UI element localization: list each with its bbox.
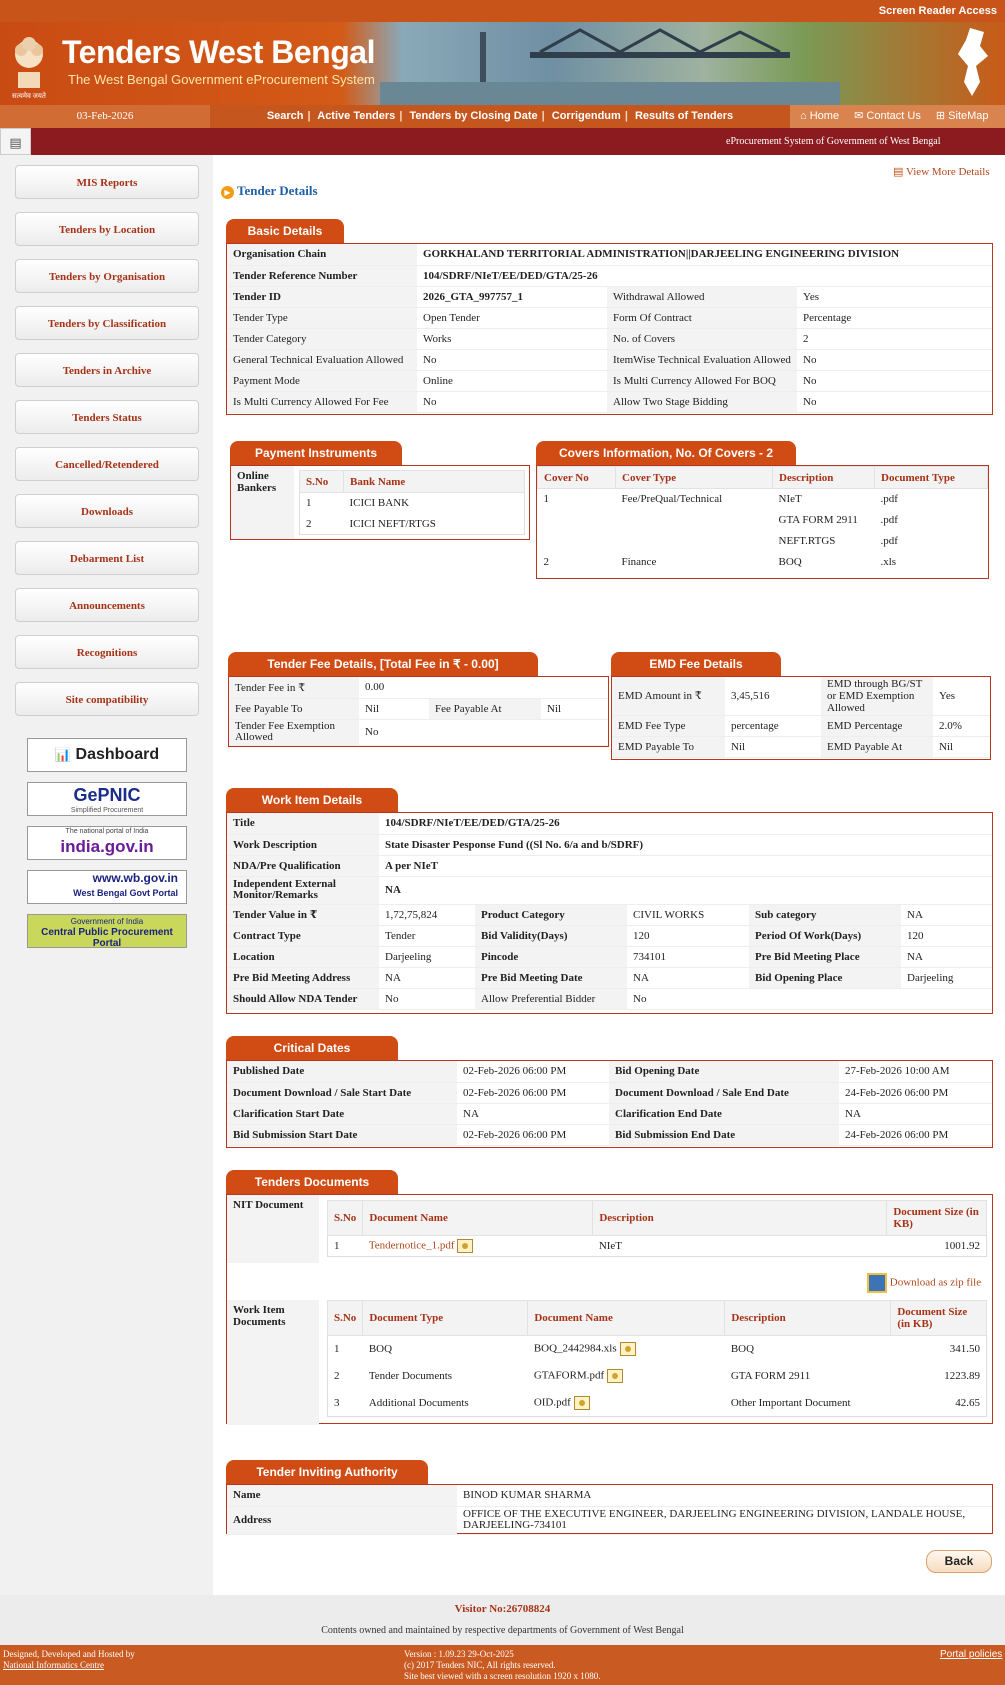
- nit-documents-table: S.No Document Name Description Document Size (in KB) 1 Tendernotice_1.pdf NIeT 1001.92: [327, 1200, 987, 1257]
- tender-fee-tab: Tender Fee Details, [Total Fee in ₹ - 0.00]: [228, 652, 538, 676]
- sidebar-item-tenders-by-organisation[interactable]: Tenders by Organisation: [15, 259, 199, 293]
- india-gov-logo[interactable]: The national portal of India india.gov.in: [27, 826, 187, 860]
- footer-bar: [0, 1645, 1005, 1685]
- table-row: 1 ICICI BANK: [306, 497, 410, 510]
- tender-fee-box: [228, 676, 609, 747]
- sidebar-item-mis-reports[interactable]: MIS Reports: [15, 165, 199, 199]
- work-item-box: [226, 812, 993, 1014]
- designed-by: Designed, Developed and Hosted by: [3, 1649, 135, 1659]
- table-row: NEFT.RTGS .pdf: [778, 535, 898, 547]
- tenders-documents-box: [226, 1194, 993, 1424]
- authority-table: Name BINOD KUMAR SHARMA Address OFFICE OF THE EXECUTIVE ENGINEER, DARJEELING ENGINEERING DIVISION, LANDALE HOUSE, DARJEELING-734101: [227, 1485, 992, 1535]
- resolution-text: Site best viewed with a screen resolution 1920 x 1080.: [404, 1671, 601, 1681]
- sidebar-item-downloads[interactable]: Downloads: [15, 494, 199, 528]
- basic-details-tab: Basic Details: [226, 219, 344, 243]
- home-icon: ⌂: [800, 110, 807, 122]
- document-icon[interactable]: ▤: [0, 128, 31, 155]
- sidebar-item-tenders-by-classification[interactable]: Tenders by Classification: [15, 306, 199, 340]
- payment-instruments-tab: Payment Instruments: [230, 441, 402, 465]
- online-bankers-label: Online Bankers: [231, 466, 294, 539]
- emd-fee-box: [611, 676, 991, 760]
- details-icon: ▤: [893, 166, 904, 178]
- table-row: 1 Fee/PreQual/Technical NIeT .pdf: [543, 493, 898, 506]
- table-row: 1 BOQ BOQ_2442984.xls BOQ 341.50: [334, 1342, 980, 1356]
- sidebar: [0, 155, 213, 1595]
- cppp-logo[interactable]: Government of India Central Public Procurement Portal: [27, 914, 187, 948]
- visitor-count: Visitor No:26708824: [454, 1603, 551, 1615]
- critical-dates-table: Published Date 02-Feb-2026 06:00 PM Bid Opening Date 27-Feb-2026 10:00 AM Document Download / Sale Start Date 02-Feb-2026 06:00 PM Document Download / Sale End Date 24-Feb-2026 06:00 PM Clarification Start Date NA Clarification End Date NA Bid Submission Start Date 02-Feb-2026 06:00 PM Bid Submission End Date 24-Feb-2026 06:00 PM: [227, 1061, 992, 1146]
- sidebar-item-tenders-in-archive[interactable]: Tenders in Archive: [15, 353, 199, 387]
- content-ownership: Contents owned and maintained by respective departments of Government of West Bengal: [321, 1625, 684, 1636]
- main-content: [213, 155, 1005, 1595]
- covers-info-box: [536, 465, 989, 579]
- nic-link[interactable]: National Informatics Centre: [3, 1660, 104, 1670]
- basic-details-box: [226, 243, 993, 415]
- nav-results-of-tenders[interactable]: Results of Tenders: [634, 110, 734, 122]
- nav-right: [790, 105, 1005, 128]
- certificate-icon: [607, 1369, 623, 1383]
- bankers-table: S.No Bank Name 1 ICICI BANK 2 ICICI NEFT/RTGS: [299, 470, 525, 535]
- emd-fee-tab: EMD Fee Details: [611, 652, 781, 676]
- certificate-icon: [574, 1396, 590, 1410]
- work-item-tab: Work Item Details: [226, 788, 398, 812]
- tender-inviting-authority-tab: Tender Inviting Authority: [226, 1460, 428, 1484]
- tender-fee-table: Tender Fee in ₹ 0.00 Fee Payable To Nil Fee Payable At Nil Tender Fee Exemption Allowed No: [229, 677, 608, 746]
- table-row: GTA FORM 2911 .pdf: [778, 514, 898, 526]
- table-row: 2 Tender Documents GTAFORM.pdf GTA FORM 2911 1223.89: [334, 1369, 980, 1382]
- nav-date: 03-Feb-2026: [0, 105, 210, 128]
- nav-tenders-by-closing-date[interactable]: Tenders by Closing Date: [409, 110, 538, 122]
- covers-info-tab: Covers Information, No. Of Covers - 2: [536, 441, 796, 465]
- work-document-link[interactable]: OID.pdf: [533, 1396, 571, 1409]
- tender-inviting-authority-box: [226, 1484, 993, 1534]
- work-item-table: Title 104/SDRF/NIeT/EE/DED/GTA/25-26 Work Description State Disaster Pesponse Fund ((Sl No. 6/a and b/SDRF) NDA/Pre Qualification A per NIeT Independent External Monitor/Remarks NA Tender Value in ₹ 1,72,75,824 Product Category CIVIL WORKS Sub category NA Contract Type Tender Bid Validity(Days) 120 Period Of Work(Days) 120 Location Darjeeling Pincode 734101 Pre Bid Meeting Place NA Pre Bid Meeting Address NA Pre Bid Meeting Date NA Bid Opening Place Darjeeling Should Allow NDA Tender No Allow Preferential Bidder No: [227, 813, 992, 1010]
- zip-file-icon: [867, 1273, 887, 1293]
- view-more-details[interactable]: ▤ View More Details: [893, 166, 990, 178]
- certificate-icon: [620, 1342, 636, 1356]
- copyright-text: (c) 2017 Tenders NIC, All rights reserved.: [404, 1660, 556, 1670]
- nav-sitemap[interactable]: ⊞ SiteMap: [935, 110, 989, 122]
- nav-active-tenders[interactable]: Active Tenders: [317, 110, 396, 122]
- nit-document-label: NIT Document: [227, 1195, 319, 1263]
- table-row: 3 Additional Documents OID.pdf Other Important Document 42.65: [334, 1396, 980, 1409]
- west-bengal-map-icon: [950, 26, 1000, 98]
- emd-fee-table: EMD Amount in ₹ 3,45,516 EMD through BG/ST or EMD Exemption Allowed Yes EMD Fee Type percentage EMD Percentage 2.0% EMD Payable To Nil EMD Payable At Nil: [612, 677, 990, 758]
- certificate-icon: [457, 1239, 473, 1253]
- sidebar-item-announcements[interactable]: Announcements: [15, 588, 199, 622]
- table-row: 2 ICICI NEFT/RTGS: [306, 517, 436, 530]
- portal-policies-link[interactable]: Portal policies: [940, 1649, 1003, 1660]
- sitemap-icon: ⊞: [935, 110, 946, 122]
- gepnic-logo[interactable]: GePNIC Simplified Procurement: [27, 782, 187, 816]
- sidebar-item-cancelled-retendered[interactable]: Cancelled/Retendered: [15, 447, 199, 481]
- table-row: 1 Tendernotice_1.pdf NIeT 1001.92: [334, 1239, 980, 1252]
- work-document-link[interactable]: BOQ_2442984.xls: [533, 1342, 617, 1355]
- sidebar-item-debarment-list[interactable]: Debarment List: [15, 541, 199, 575]
- footer-info: [0, 1595, 1005, 1645]
- payment-instruments-box: [230, 465, 530, 540]
- sidebar-item-recognitions[interactable]: Recognitions: [15, 635, 199, 669]
- site-subtitle: The West Bengal Government eProcurement System: [68, 72, 375, 87]
- chart-icon: 📊: [54, 747, 72, 762]
- basic-details-table: Organisation Chain GORKHALAND TERRITORIAL ADMINISTRATION||DARJEELING ENGINEERING DIVISION Tender Reference Number 104/SDRF/NIeT/EE/DED/GTA/25-26 Tender ID 2026_GTA_997757_1 Withdrawal Allowed Yes Tender Type Open Tender Form Of Contract Percentage Tender Category Works No. of Covers 2 General Technical Evaluation Allowed No ItemWise Technical Evaluation Allowed No Payment Mode Online Is Multi Currency Allowed For BOQ No Is Multi Currency Allowed For Fee No Allow Two Stage Bidding No: [227, 244, 992, 413]
- back-button[interactable]: Back: [926, 1550, 992, 1573]
- tenders-documents-tab: Tenders Documents: [226, 1170, 398, 1194]
- nav-search[interactable]: Search: [266, 110, 304, 122]
- sidebar-item-tenders-by-location[interactable]: Tenders by Location: [15, 212, 199, 246]
- sidebar-item-tenders-status[interactable]: Tenders Status: [15, 400, 199, 434]
- critical-dates-box: [226, 1060, 993, 1148]
- nav-contact-us[interactable]: ✉ Contact Us: [854, 110, 921, 122]
- critical-dates-tab: Critical Dates: [226, 1036, 398, 1060]
- site-title: Tenders West Bengal: [62, 34, 375, 70]
- arrow-circle-icon: ▶: [221, 186, 234, 199]
- dashboard-logo[interactable]: 📊 Dashboard: [27, 738, 187, 772]
- top-strip: [0, 0, 1005, 22]
- site-banner: [0, 22, 1005, 105]
- page-title: ▶ Tender Details: [221, 183, 318, 199]
- nav-corrigendum[interactable]: Corrigendum: [551, 110, 621, 122]
- table-row: 2 Finance BOQ .xls: [543, 556, 897, 568]
- wb-gov-logo[interactable]: www.wb.gov.in West Bengal Govt Portal: [27, 870, 187, 904]
- bridge-illustration: [380, 22, 840, 105]
- work-item-documents-table: S.No Document Type Document Name Description Document Size (in KB) 1 BOQ BOQ_2442984.xls BOQ 341.50 2 Tender Documents GTAFORM.pdf GTA FORM 2911 1223.89 3 Additional Documents OID.pdf Other Important Document 42.65: [327, 1300, 987, 1417]
- marquee-text: eProcurement System of Government of West Bengal: [726, 136, 941, 147]
- state-emblem-icon: [8, 28, 50, 100]
- mail-icon: ✉: [854, 110, 864, 122]
- work-document-link[interactable]: GTAFORM.pdf: [533, 1369, 605, 1382]
- marquee-bar: [0, 128, 1005, 155]
- version-text: Version : 1.09.23 29-Oct-2025: [404, 1649, 514, 1659]
- nav-links: Search | Active Tenders | Tenders by Closing Date | Corrigendum | Results of Tenders: [266, 110, 734, 122]
- download-zip-link[interactable]: Download as zip file: [867, 1273, 981, 1293]
- nav-bar: [0, 105, 1005, 128]
- screen-reader-link[interactable]: Screen Reader Access: [878, 5, 997, 17]
- work-item-documents-label: Work Item Documents: [227, 1300, 319, 1425]
- covers-table: Cover No Cover Type Description Document Type 1 Fee/PreQual/Technical NIeT .pdf GTA FORM 2911 .pdf NEFT.RTGS .pdf 2 Finance BOQ .xls: [537, 466, 988, 573]
- nav-home[interactable]: ⌂ Home: [800, 110, 840, 122]
- sidebar-item-site-compatibility[interactable]: Site compatibility: [15, 682, 199, 716]
- emblem-caption: सत्यमेव जयते: [12, 92, 46, 100]
- nit-document-link[interactable]: Tendernotice_1.pdf: [368, 1239, 455, 1252]
